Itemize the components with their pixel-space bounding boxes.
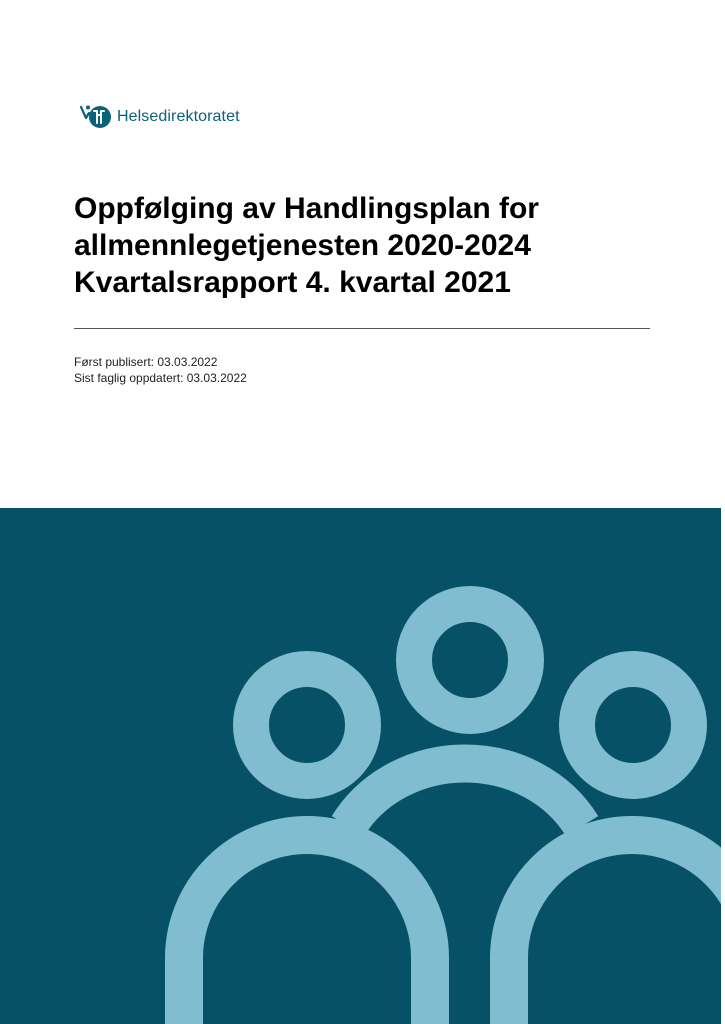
center-person-head (414, 604, 526, 716)
last-updated: Sist faglig oppdatert: 03.03.2022 (74, 371, 247, 385)
title-line-2: allmennlegetjenesten 2020-2024 (74, 229, 531, 262)
center-person-body (348, 763, 582, 826)
right-person-body (509, 835, 721, 1024)
title-line-3: Kvartalsrapport 4. kvartal 2021 (74, 266, 511, 299)
brand-name: Helsedirektoratet (117, 108, 240, 125)
helsedirektoratet-logo-icon (79, 104, 113, 130)
cover-illustration-panel (0, 508, 721, 1024)
publication-meta (74, 354, 247, 386)
people-group-illustration (0, 508, 721, 1024)
right-person-head (577, 669, 689, 781)
brand-logo (79, 103, 240, 131)
title-line-1: Oppfølging av Handlingsplan for (74, 192, 539, 225)
page-edge (721, 508, 725, 1024)
divider (74, 328, 650, 329)
left-person-body (184, 835, 430, 1024)
page-title (74, 190, 674, 301)
first-published: Først publisert: 03.03.2022 (74, 355, 218, 369)
left-person-head (251, 669, 363, 781)
